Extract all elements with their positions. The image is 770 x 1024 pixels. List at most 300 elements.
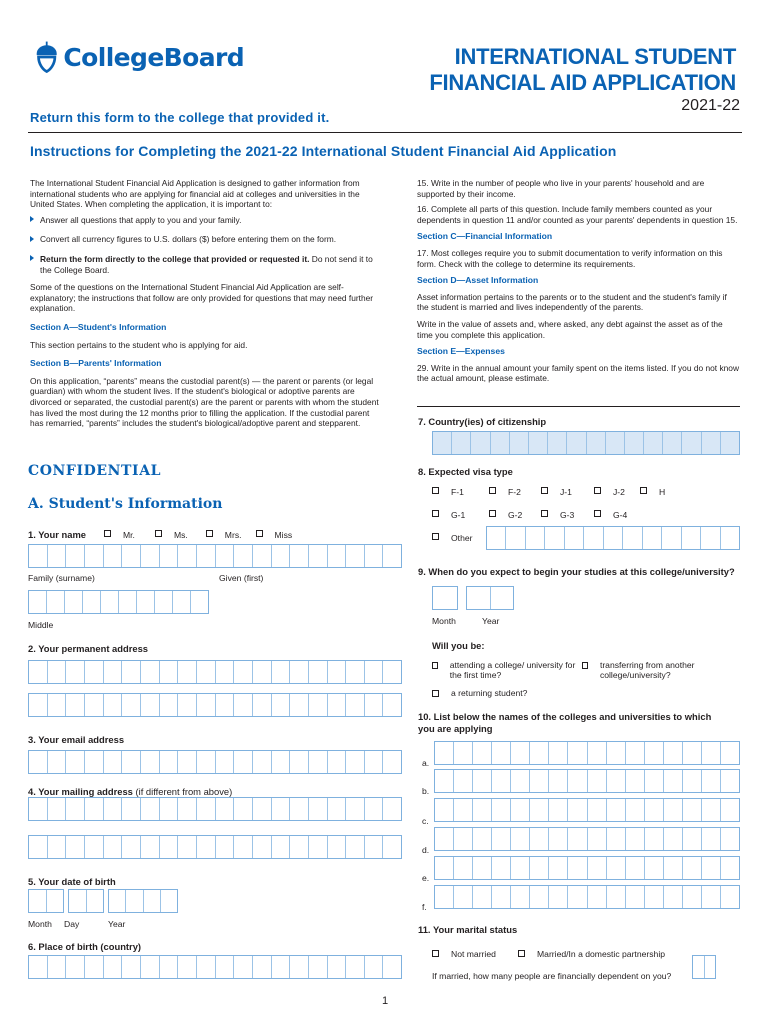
checkbox[interactable] xyxy=(518,950,525,957)
input-cell[interactable] xyxy=(121,836,140,858)
input-cell[interactable] xyxy=(345,751,364,773)
input-cell[interactable] xyxy=(472,799,491,821)
input-cell[interactable] xyxy=(103,751,122,773)
input-cell[interactable] xyxy=(644,886,663,908)
input-cell[interactable] xyxy=(453,886,472,908)
input-cell[interactable] xyxy=(121,956,140,978)
input-cell[interactable] xyxy=(327,956,346,978)
input-cell[interactable] xyxy=(289,836,308,858)
married-option[interactable] xyxy=(518,949,665,959)
input-cell[interactable] xyxy=(510,886,529,908)
input-cell[interactable] xyxy=(467,587,490,609)
visa-g1-option[interactable] xyxy=(432,510,465,520)
input-cell[interactable] xyxy=(47,545,66,567)
input-cell[interactable] xyxy=(196,956,215,978)
input-cell[interactable] xyxy=(46,890,64,912)
mailing-address-row-1[interactable] xyxy=(28,797,402,821)
input-cell[interactable] xyxy=(47,661,66,683)
input-cell[interactable] xyxy=(606,799,625,821)
permanent-address-row-1[interactable] xyxy=(28,660,402,684)
input-cell[interactable] xyxy=(121,694,140,716)
input-cell[interactable] xyxy=(720,886,739,908)
input-cell[interactable] xyxy=(364,798,383,820)
input-cell[interactable] xyxy=(566,432,585,454)
input-cell[interactable] xyxy=(701,857,720,879)
input-cell[interactable] xyxy=(103,956,122,978)
input-cell[interactable] xyxy=(177,836,196,858)
input-cell[interactable] xyxy=(308,798,327,820)
input-cell[interactable] xyxy=(252,836,271,858)
input-cell[interactable] xyxy=(720,799,739,821)
input-cell[interactable] xyxy=(364,545,383,567)
checkbox[interactable] xyxy=(594,487,601,494)
input-cell[interactable] xyxy=(65,661,84,683)
input-cell[interactable] xyxy=(453,742,472,764)
input-cell[interactable] xyxy=(587,799,606,821)
input-cell[interactable] xyxy=(510,828,529,850)
input-cell[interactable] xyxy=(453,799,472,821)
input-cell[interactable] xyxy=(364,956,383,978)
input-cell[interactable] xyxy=(603,527,622,549)
checkbox[interactable] xyxy=(541,487,548,494)
input-cell[interactable] xyxy=(84,956,103,978)
input-cell[interactable] xyxy=(84,751,103,773)
dependents-input[interactable] xyxy=(692,955,716,979)
input-cell[interactable] xyxy=(529,886,548,908)
input-cell[interactable] xyxy=(345,956,364,978)
input-cell[interactable] xyxy=(382,545,401,567)
input-cell[interactable] xyxy=(491,799,510,821)
input-cell[interactable] xyxy=(172,591,190,613)
input-cell[interactable] xyxy=(606,828,625,850)
input-cell[interactable] xyxy=(662,432,681,454)
input-cell[interactable] xyxy=(159,661,178,683)
input-cell[interactable] xyxy=(177,956,196,978)
input-cell[interactable] xyxy=(215,545,234,567)
input-cell[interactable] xyxy=(308,751,327,773)
input-cell[interactable] xyxy=(661,527,680,549)
input-cell[interactable] xyxy=(29,836,47,858)
checkbox[interactable] xyxy=(640,487,647,494)
input-cell[interactable] xyxy=(720,527,739,549)
checkbox[interactable] xyxy=(541,510,548,517)
input-cell[interactable] xyxy=(510,742,529,764)
input-cell[interactable] xyxy=(159,694,178,716)
input-cell[interactable] xyxy=(82,591,100,613)
input-cell[interactable] xyxy=(84,661,103,683)
input-cell[interactable] xyxy=(118,591,136,613)
input-cell[interactable] xyxy=(289,956,308,978)
input-cell[interactable] xyxy=(47,694,66,716)
input-cell[interactable] xyxy=(472,770,491,792)
input-cell[interactable] xyxy=(289,661,308,683)
checkbox[interactable] xyxy=(104,530,111,537)
input-cell[interactable] xyxy=(177,661,196,683)
input-cell[interactable] xyxy=(345,836,364,858)
start-year-input[interactable] xyxy=(466,586,514,610)
title-miss-option[interactable] xyxy=(256,530,293,540)
input-cell[interactable] xyxy=(177,545,196,567)
checkbox[interactable] xyxy=(594,510,601,517)
input-cell[interactable] xyxy=(159,751,178,773)
input-cell[interactable] xyxy=(682,799,701,821)
input-cell[interactable] xyxy=(529,742,548,764)
input-cell[interactable] xyxy=(84,836,103,858)
input-cell[interactable] xyxy=(364,836,383,858)
input-cell[interactable] xyxy=(643,432,662,454)
input-cell[interactable] xyxy=(625,770,644,792)
input-cell[interactable] xyxy=(196,836,215,858)
input-cell[interactable] xyxy=(509,432,528,454)
input-cell[interactable] xyxy=(625,742,644,764)
input-cell[interactable] xyxy=(29,694,47,716)
input-cell[interactable] xyxy=(140,956,159,978)
input-cell[interactable] xyxy=(587,886,606,908)
checkbox[interactable] xyxy=(432,510,439,517)
input-cell[interactable] xyxy=(682,742,701,764)
input-cell[interactable] xyxy=(472,886,491,908)
title-mrs-option[interactable] xyxy=(206,530,242,540)
input-cell[interactable] xyxy=(143,890,160,912)
college-d-input[interactable] xyxy=(434,827,740,851)
input-cell[interactable] xyxy=(529,828,548,850)
input-cell[interactable] xyxy=(528,432,547,454)
input-cell[interactable] xyxy=(327,751,346,773)
input-cell[interactable] xyxy=(472,742,491,764)
input-cell[interactable] xyxy=(159,836,178,858)
checkbox[interactable] xyxy=(432,487,439,494)
input-cell[interactable] xyxy=(548,886,567,908)
input-cell[interactable] xyxy=(159,956,178,978)
first-time-option[interactable] xyxy=(432,660,582,680)
input-cell[interactable] xyxy=(435,886,453,908)
input-cell[interactable] xyxy=(103,836,122,858)
input-cell[interactable] xyxy=(271,694,290,716)
input-cell[interactable] xyxy=(510,770,529,792)
input-cell[interactable] xyxy=(435,742,453,764)
input-cell[interactable] xyxy=(159,798,178,820)
input-cell[interactable] xyxy=(47,956,66,978)
input-cell[interactable] xyxy=(625,828,644,850)
input-cell[interactable] xyxy=(382,956,401,978)
input-cell[interactable] xyxy=(720,742,739,764)
input-cell[interactable] xyxy=(140,798,159,820)
input-cell[interactable] xyxy=(252,798,271,820)
input-cell[interactable] xyxy=(529,770,548,792)
checkbox[interactable] xyxy=(489,487,496,494)
input-cell[interactable] xyxy=(548,799,567,821)
input-cell[interactable] xyxy=(663,742,682,764)
college-e-input[interactable] xyxy=(434,856,740,880)
checkbox[interactable] xyxy=(256,530,263,537)
input-cell[interactable] xyxy=(289,798,308,820)
title-mr-option[interactable] xyxy=(104,530,135,540)
input-cell[interactable] xyxy=(140,661,159,683)
input-cell[interactable] xyxy=(644,799,663,821)
input-cell[interactable] xyxy=(510,799,529,821)
input-cell[interactable] xyxy=(525,527,544,549)
input-cell[interactable] xyxy=(453,828,472,850)
input-cell[interactable] xyxy=(548,742,567,764)
input-cell[interactable] xyxy=(510,857,529,879)
input-cell[interactable] xyxy=(308,545,327,567)
input-cell[interactable] xyxy=(190,591,208,613)
start-month-input[interactable] xyxy=(432,586,458,610)
input-cell[interactable] xyxy=(271,956,290,978)
input-cell[interactable] xyxy=(233,956,252,978)
input-cell[interactable] xyxy=(701,828,720,850)
input-cell[interactable] xyxy=(567,857,586,879)
input-cell[interactable] xyxy=(587,857,606,879)
input-cell[interactable] xyxy=(345,661,364,683)
input-cell[interactable] xyxy=(121,751,140,773)
checkbox[interactable] xyxy=(489,510,496,517)
input-cell[interactable] xyxy=(681,432,700,454)
input-cell[interactable] xyxy=(84,694,103,716)
input-cell[interactable] xyxy=(233,798,252,820)
input-cell[interactable] xyxy=(587,828,606,850)
input-cell[interactable] xyxy=(472,857,491,879)
college-b-input[interactable] xyxy=(434,769,740,793)
input-cell[interactable] xyxy=(490,432,509,454)
checkbox[interactable] xyxy=(432,950,439,957)
input-cell[interactable] xyxy=(65,956,84,978)
visa-other-option[interactable] xyxy=(432,533,473,543)
birth-country-input[interactable] xyxy=(28,955,402,979)
input-cell[interactable] xyxy=(84,798,103,820)
input-cell[interactable] xyxy=(491,828,510,850)
input-cell[interactable] xyxy=(435,828,453,850)
input-cell[interactable] xyxy=(606,857,625,879)
input-cell[interactable] xyxy=(103,545,122,567)
input-cell[interactable] xyxy=(605,432,624,454)
input-cell[interactable] xyxy=(704,956,716,978)
input-cell[interactable] xyxy=(160,890,177,912)
input-cell[interactable] xyxy=(29,591,46,613)
input-cell[interactable] xyxy=(382,798,401,820)
input-cell[interactable] xyxy=(681,527,700,549)
input-cell[interactable] xyxy=(233,545,252,567)
checkbox[interactable] xyxy=(432,533,439,540)
input-cell[interactable] xyxy=(364,694,383,716)
input-cell[interactable] xyxy=(271,836,290,858)
returning-option[interactable] xyxy=(432,688,527,698)
input-cell[interactable] xyxy=(606,742,625,764)
visa-j1-option[interactable] xyxy=(541,487,572,497)
input-cell[interactable] xyxy=(140,545,159,567)
input-cell[interactable] xyxy=(435,770,453,792)
input-cell[interactable] xyxy=(622,527,641,549)
input-cell[interactable] xyxy=(327,836,346,858)
input-cell[interactable] xyxy=(29,890,46,912)
visa-g2-option[interactable] xyxy=(489,510,522,520)
input-cell[interactable] xyxy=(548,828,567,850)
visa-f2-option[interactable] xyxy=(489,487,521,497)
input-cell[interactable] xyxy=(491,886,510,908)
input-cell[interactable] xyxy=(215,694,234,716)
input-cell[interactable] xyxy=(215,956,234,978)
input-cell[interactable] xyxy=(215,751,234,773)
input-cell[interactable] xyxy=(271,798,290,820)
input-cell[interactable] xyxy=(84,545,103,567)
input-cell[interactable] xyxy=(327,694,346,716)
visa-h-option[interactable] xyxy=(640,487,665,497)
input-cell[interactable] xyxy=(121,661,140,683)
input-cell[interactable] xyxy=(103,661,122,683)
input-cell[interactable] xyxy=(701,886,720,908)
input-cell[interactable] xyxy=(382,836,401,858)
input-cell[interactable] xyxy=(701,432,720,454)
visa-g3-option[interactable] xyxy=(541,510,574,520)
input-cell[interactable] xyxy=(252,661,271,683)
input-cell[interactable] xyxy=(472,828,491,850)
input-cell[interactable] xyxy=(271,751,290,773)
checkbox[interactable] xyxy=(432,662,438,669)
input-cell[interactable] xyxy=(308,694,327,716)
input-cell[interactable] xyxy=(154,591,172,613)
input-cell[interactable] xyxy=(29,956,47,978)
transfer-option[interactable] xyxy=(582,660,732,680)
input-cell[interactable] xyxy=(103,798,122,820)
input-cell[interactable] xyxy=(233,751,252,773)
input-cell[interactable] xyxy=(587,770,606,792)
input-cell[interactable] xyxy=(47,751,66,773)
input-cell[interactable] xyxy=(233,836,252,858)
college-f-input[interactable] xyxy=(434,885,740,909)
input-cell[interactable] xyxy=(701,770,720,792)
college-c-input[interactable] xyxy=(434,798,740,822)
mailing-address-row-2[interactable] xyxy=(28,835,402,859)
input-cell[interactable] xyxy=(364,751,383,773)
input-cell[interactable] xyxy=(177,751,196,773)
input-cell[interactable] xyxy=(125,890,142,912)
input-cell[interactable] xyxy=(583,527,602,549)
input-cell[interactable] xyxy=(720,828,739,850)
input-cell[interactable] xyxy=(46,591,64,613)
input-cell[interactable] xyxy=(720,857,739,879)
input-cell[interactable] xyxy=(196,798,215,820)
checkbox[interactable] xyxy=(206,530,213,537)
input-cell[interactable] xyxy=(345,798,364,820)
citizenship-input[interactable] xyxy=(432,431,740,455)
input-cell[interactable] xyxy=(327,545,346,567)
checkbox[interactable] xyxy=(432,690,439,697)
input-cell[interactable] xyxy=(625,857,644,879)
input-cell[interactable] xyxy=(487,527,505,549)
input-cell[interactable] xyxy=(529,857,548,879)
dob-month-input[interactable] xyxy=(28,889,64,913)
input-cell[interactable] xyxy=(606,886,625,908)
input-cell[interactable] xyxy=(567,799,586,821)
input-cell[interactable] xyxy=(382,751,401,773)
checkbox[interactable] xyxy=(155,530,162,537)
input-cell[interactable] xyxy=(625,799,644,821)
input-cell[interactable] xyxy=(470,432,489,454)
input-cell[interactable] xyxy=(682,770,701,792)
input-cell[interactable] xyxy=(140,836,159,858)
input-cell[interactable] xyxy=(327,661,346,683)
input-cell[interactable] xyxy=(29,751,47,773)
input-cell[interactable] xyxy=(308,836,327,858)
input-cell[interactable] xyxy=(663,828,682,850)
input-cell[interactable] xyxy=(196,751,215,773)
input-cell[interactable] xyxy=(345,694,364,716)
input-cell[interactable] xyxy=(453,857,472,879)
input-cell[interactable] xyxy=(567,828,586,850)
input-cell[interactable] xyxy=(64,591,82,613)
input-cell[interactable] xyxy=(435,857,453,879)
input-cell[interactable] xyxy=(65,751,84,773)
input-cell[interactable] xyxy=(136,591,154,613)
input-cell[interactable] xyxy=(65,694,84,716)
input-cell[interactable] xyxy=(644,857,663,879)
dob-year-input[interactable] xyxy=(108,889,178,913)
input-cell[interactable] xyxy=(233,661,252,683)
input-cell[interactable] xyxy=(548,857,567,879)
input-cell[interactable] xyxy=(29,798,47,820)
input-cell[interactable] xyxy=(491,770,510,792)
checkbox[interactable] xyxy=(582,662,588,669)
input-cell[interactable] xyxy=(215,798,234,820)
input-cell[interactable] xyxy=(644,742,663,764)
input-cell[interactable] xyxy=(433,587,457,609)
input-cell[interactable] xyxy=(345,545,364,567)
input-cell[interactable] xyxy=(606,770,625,792)
input-cell[interactable] xyxy=(663,770,682,792)
input-cell[interactable] xyxy=(140,751,159,773)
input-cell[interactable] xyxy=(644,770,663,792)
input-cell[interactable] xyxy=(701,799,720,821)
input-cell[interactable] xyxy=(308,661,327,683)
input-cell[interactable] xyxy=(29,545,47,567)
input-cell[interactable] xyxy=(121,798,140,820)
input-cell[interactable] xyxy=(720,432,739,454)
input-cell[interactable] xyxy=(505,527,524,549)
input-cell[interactable] xyxy=(252,694,271,716)
middle-name-input[interactable] xyxy=(28,590,209,614)
input-cell[interactable] xyxy=(364,661,383,683)
input-cell[interactable] xyxy=(140,694,159,716)
input-cell[interactable] xyxy=(567,886,586,908)
input-cell[interactable] xyxy=(47,836,66,858)
input-cell[interactable] xyxy=(308,956,327,978)
input-cell[interactable] xyxy=(453,770,472,792)
input-cell[interactable] xyxy=(196,661,215,683)
title-ms-option[interactable] xyxy=(155,530,188,540)
input-cell[interactable] xyxy=(103,694,122,716)
input-cell[interactable] xyxy=(177,798,196,820)
input-cell[interactable] xyxy=(69,890,86,912)
input-cell[interactable] xyxy=(65,798,84,820)
email-input[interactable] xyxy=(28,750,402,774)
input-cell[interactable] xyxy=(65,836,84,858)
input-cell[interactable] xyxy=(252,751,271,773)
input-cell[interactable] xyxy=(682,857,701,879)
input-cell[interactable] xyxy=(682,828,701,850)
input-cell[interactable] xyxy=(548,770,567,792)
input-cell[interactable] xyxy=(196,545,215,567)
input-cell[interactable] xyxy=(433,432,451,454)
input-cell[interactable] xyxy=(233,694,252,716)
input-cell[interactable] xyxy=(625,886,644,908)
input-cell[interactable] xyxy=(720,770,739,792)
input-cell[interactable] xyxy=(271,545,290,567)
input-cell[interactable] xyxy=(382,661,401,683)
name-input-row-1[interactable] xyxy=(28,544,402,568)
input-cell[interactable] xyxy=(29,661,47,683)
input-cell[interactable] xyxy=(47,798,66,820)
dob-day-input[interactable] xyxy=(68,889,104,913)
